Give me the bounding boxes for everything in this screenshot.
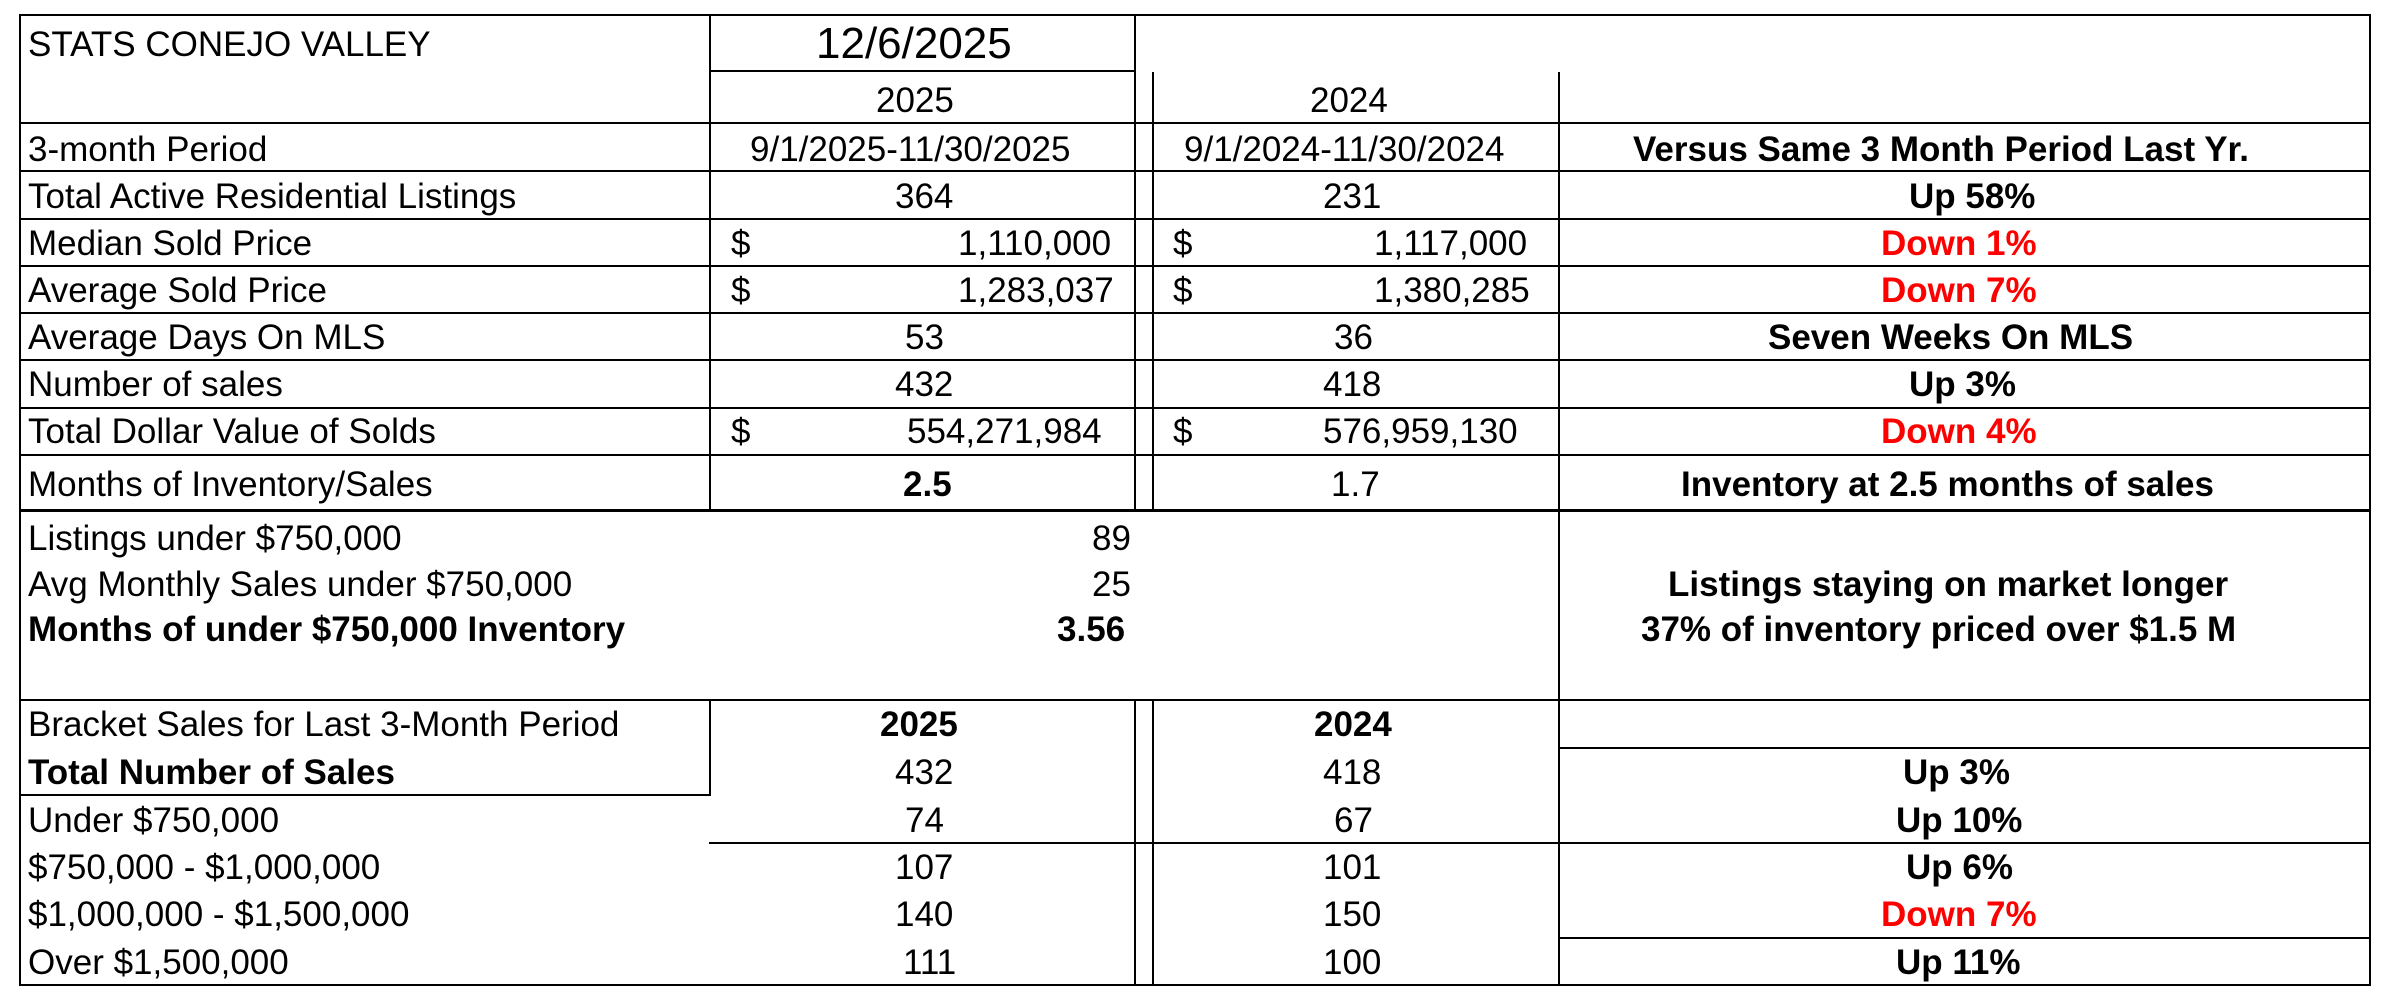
- value-2025: 9/1/2025-11/30/2025: [750, 130, 1071, 169]
- bracket-value-2025: 107: [895, 848, 954, 887]
- grid-line: [19, 312, 2371, 314]
- bracket-value-2024: 150: [1323, 895, 1382, 934]
- comparison-text: Up 3%: [1909, 365, 2016, 404]
- grid-line: [1558, 937, 2371, 939]
- under750-label: Months of under $750,000 Inventory: [28, 610, 626, 649]
- grid-line: [1134, 14, 1136, 72]
- bracket-value-2025: 432: [895, 753, 954, 792]
- grid-line: [19, 984, 2371, 986]
- value-2025: 53: [905, 318, 944, 357]
- under750-value: 89: [1092, 519, 1131, 558]
- sheet-title: STATS CONEJO VALLEY: [28, 25, 431, 64]
- row-label: 3-month Period: [28, 130, 268, 169]
- grid-line: [19, 170, 2371, 172]
- value-2025: 432: [895, 365, 954, 404]
- grid-line: [1558, 72, 1560, 511]
- under750-label: Avg Monthly Sales under $750,000: [28, 565, 573, 604]
- grid-line: [19, 407, 2371, 409]
- bracket-value-2025: 111: [903, 943, 957, 982]
- grid-line: [19, 122, 2371, 124]
- grid-line: [19, 794, 711, 796]
- currency-symbol: $: [1173, 224, 1193, 263]
- value-2025: 1,283,037: [958, 271, 1114, 310]
- comparison-text: Down 7%: [1881, 271, 2037, 310]
- grid-line: [1134, 72, 1136, 511]
- grid-line: [709, 70, 1136, 72]
- bracket-comparison: Down 7%: [1881, 895, 2037, 934]
- grid-line: [19, 14, 21, 986]
- market-note: Listings staying on market longer: [1668, 565, 2229, 604]
- grid-line: [709, 699, 711, 795]
- grid-line: [709, 122, 711, 511]
- row-label: Average Sold Price: [28, 271, 327, 310]
- comparison-text: Inventory at 2.5 months of sales: [1681, 465, 2214, 504]
- bracket-comparison: Up 6%: [1906, 848, 2013, 887]
- value-2024: 418: [1323, 365, 1382, 404]
- grid-line: [2369, 14, 2371, 986]
- value-2024: 576,959,130: [1323, 412, 1518, 451]
- under750-value: 3.56: [1057, 610, 1126, 649]
- grid-line: [1558, 511, 1560, 701]
- value-2024: 9/1/2024-11/30/2024: [1184, 130, 1505, 169]
- grid-line: [19, 14, 2371, 16]
- row-label: Months of Inventory/Sales: [28, 465, 433, 504]
- value-2024: 1.7: [1331, 465, 1380, 504]
- grid-line: [709, 842, 2371, 844]
- bracket-comparison: Up 10%: [1896, 801, 2023, 840]
- currency-symbol: $: [731, 271, 751, 310]
- year-header-2024: 2024: [1310, 81, 1388, 120]
- row-label: Average Days On MLS: [28, 318, 386, 357]
- row-label: Total Dollar Value of Solds: [28, 412, 436, 451]
- under750-label: Listings under $750,000: [28, 519, 402, 558]
- grid-line: [19, 699, 2371, 701]
- bracket-label: Over $1,500,000: [28, 943, 289, 982]
- currency-symbol: $: [1173, 412, 1193, 451]
- value-2025: 554,271,984: [907, 412, 1102, 451]
- value-2024: 1,117,000: [1374, 224, 1528, 263]
- grid-line: [19, 265, 2371, 267]
- grid-line: [19, 509, 2371, 512]
- bracket-value-2025: 74: [905, 801, 944, 840]
- value-2025: 1,110,000: [958, 224, 1112, 263]
- comparison-text: Down 1%: [1881, 224, 2037, 263]
- bracket-value-2025: 140: [895, 895, 954, 934]
- currency-symbol: $: [1173, 271, 1193, 310]
- bracket-label: $1,000,000 - $1,500,000: [28, 895, 410, 934]
- value-2025: 364: [895, 177, 954, 216]
- grid-line: [1558, 747, 2371, 749]
- bracket-label: Total Number of Sales: [28, 753, 395, 792]
- row-label: Total Active Residential Listings: [28, 177, 517, 216]
- grid-line: [19, 359, 2371, 361]
- grid-line: [1152, 72, 1154, 511]
- market-note: 37% of inventory priced over $1.5 M: [1641, 610, 2237, 649]
- row-label: Median Sold Price: [28, 224, 313, 263]
- year-header-2025: 2025: [876, 81, 954, 120]
- bracket-value-2024: 101: [1323, 848, 1382, 887]
- comparison-text: Seven Weeks On MLS: [1768, 318, 2134, 357]
- bracket-label: Under $750,000: [28, 801, 280, 840]
- value-2025: 2.5: [903, 465, 952, 504]
- value-2024: 231: [1323, 177, 1382, 216]
- bracket-header-2024: 2024: [1314, 705, 1392, 744]
- bracket-comparison: Up 3%: [1903, 753, 2010, 792]
- grid-line: [19, 218, 2371, 220]
- bracket-label: $750,000 - $1,000,000: [28, 848, 381, 887]
- under750-value: 25: [1092, 565, 1131, 604]
- grid-line: [19, 454, 2371, 456]
- currency-symbol: $: [731, 412, 751, 451]
- comparison-text: Versus Same 3 Month Period Last Yr.: [1633, 130, 2249, 169]
- bracket-value-2024: 418: [1323, 753, 1382, 792]
- bracket-value-2024: 100: [1323, 943, 1382, 982]
- comparison-text: Up 58%: [1909, 177, 2036, 216]
- bracket-value-2024: 67: [1334, 801, 1373, 840]
- bracket-header-2025: 2025: [880, 705, 958, 744]
- bracket-header-label: Bracket Sales for Last 3-Month Period: [28, 705, 620, 744]
- value-2024: 36: [1334, 318, 1373, 357]
- row-label: Number of sales: [28, 365, 283, 404]
- bracket-comparison: Up 11%: [1896, 943, 2021, 982]
- report-date: 12/6/2025: [816, 19, 1012, 68]
- value-2024: 1,380,285: [1374, 271, 1530, 310]
- currency-symbol: $: [731, 224, 751, 263]
- grid-line: [709, 14, 711, 123]
- comparison-text: Down 4%: [1881, 412, 2037, 451]
